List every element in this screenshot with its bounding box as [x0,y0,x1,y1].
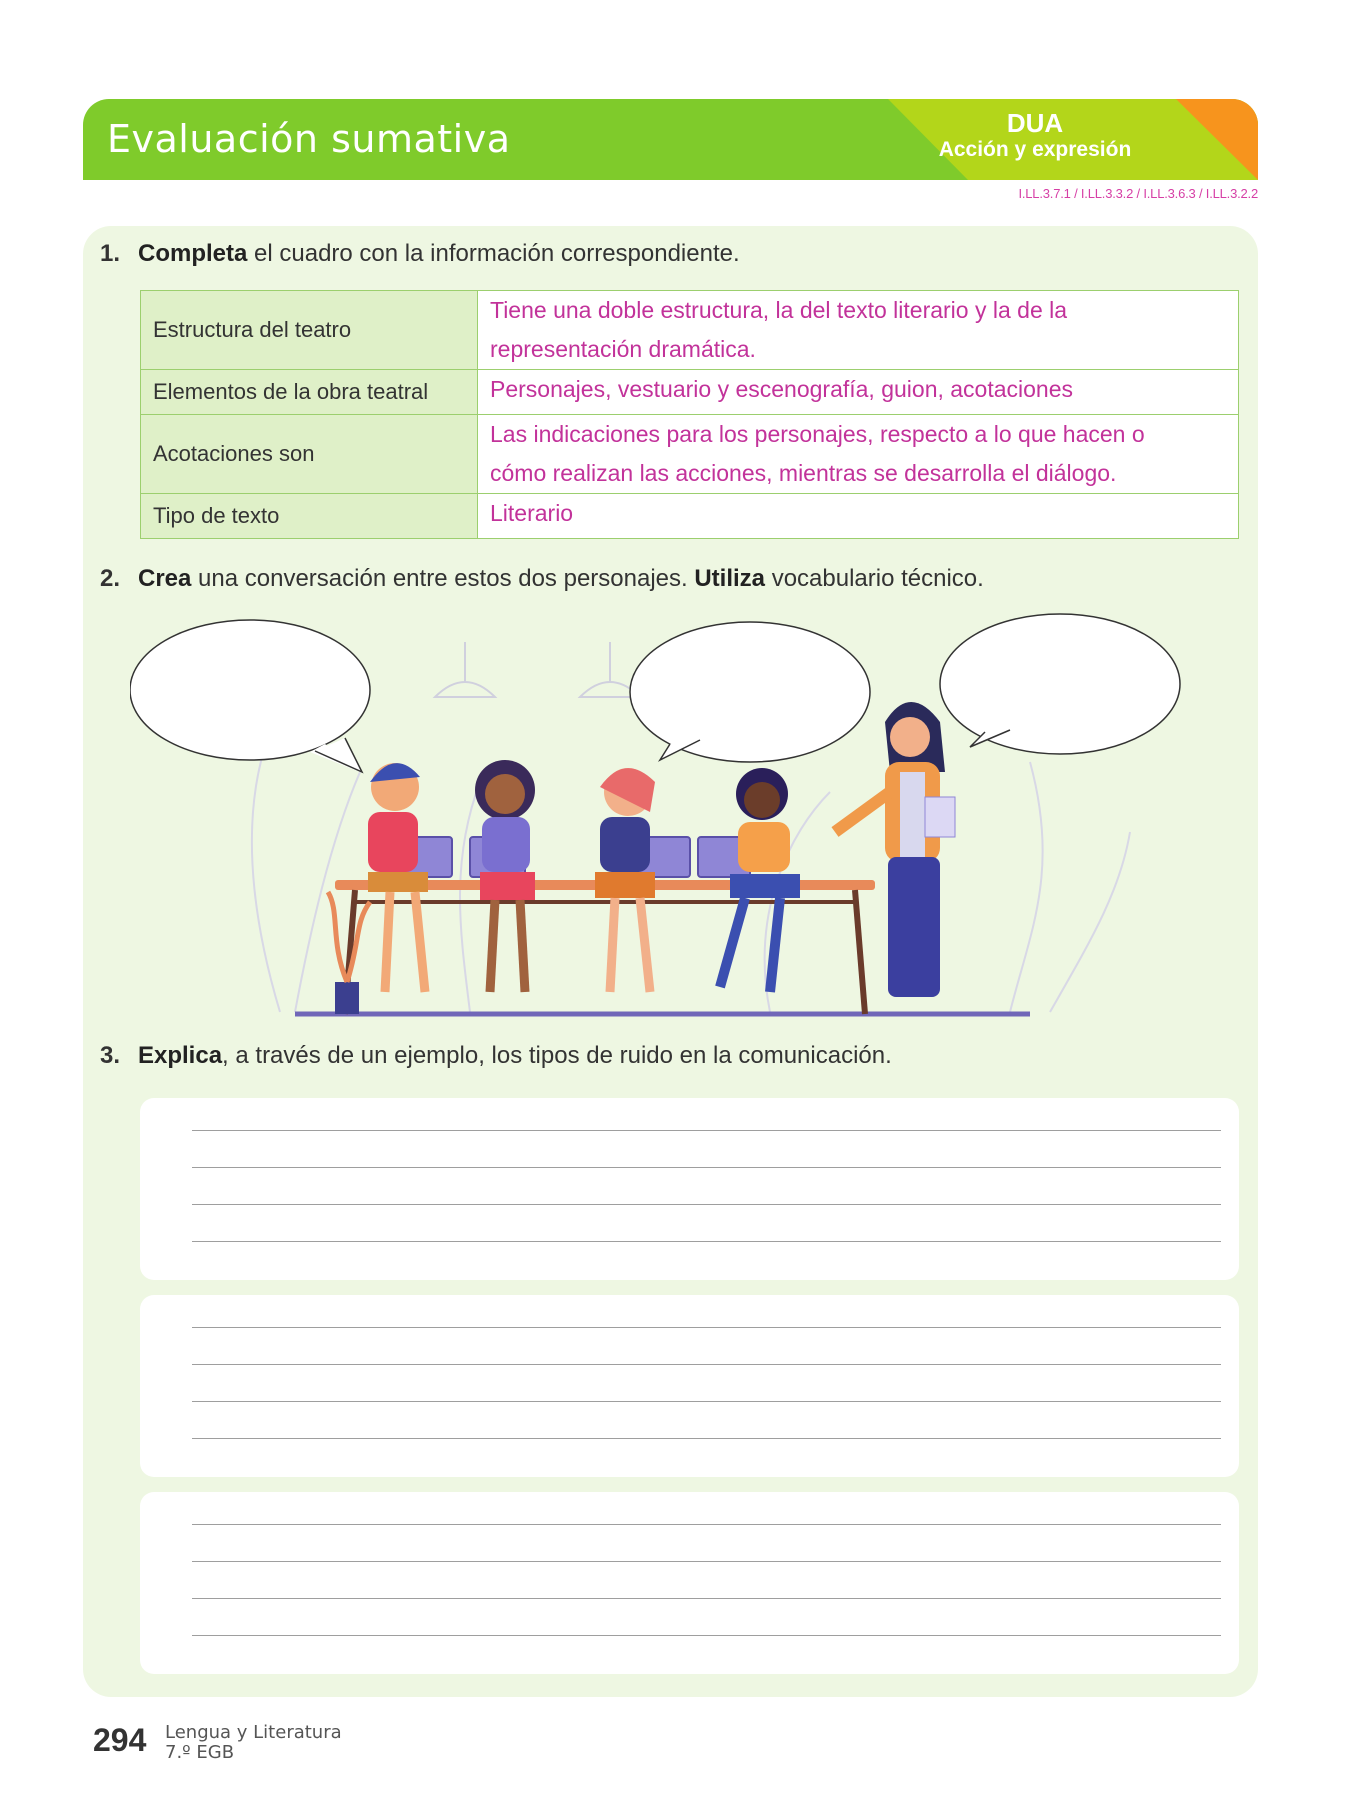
page-number: 294 [93,1722,147,1758]
dua-subtitle: Acción y expresión [938,138,1132,161]
writing-line [192,1167,1221,1168]
answer-box[interactable] [140,1098,1239,1280]
row-answer[interactable] [478,415,1239,494]
student-figure [720,768,800,992]
student-figure [595,768,655,992]
question-text: vocabulario técnico. [765,565,984,592]
question-text: una conversación entre estos dos personajes. [191,565,695,592]
footer-subject [165,1723,342,1763]
table-row [141,415,1239,494]
table-row [141,291,1239,370]
question-1 [100,240,740,268]
row-label: Tipo de texto [141,494,478,539]
writing-line [192,1438,1221,1439]
subject-label: Lengua y Literatura [165,1722,342,1743]
answer-line: Tiene una doble estructura, la del texto literario y la de la [490,297,1068,323]
question-number: 3. [100,1042,121,1069]
question-3 [100,1042,892,1070]
row-answer[interactable] [478,291,1239,370]
dua-title: DUA [1006,108,1064,138]
classroom-illustration [130,612,1190,1024]
writing-line [192,1401,1221,1402]
writing-line [192,1364,1221,1365]
question-verb: Completa [138,240,248,267]
writing-line [192,1635,1221,1636]
table-row [141,494,1239,539]
question-verb: Explica [138,1042,223,1069]
row-label: Elementos de la obra teatral [141,370,478,415]
speech-bubble-icon [130,614,1180,772]
answer-line: cómo realizan las acciones, mientras se desarrolla el diálogo. [490,460,1117,486]
writing-line [192,1598,1221,1599]
theatre-table [140,290,1239,539]
writing-line [192,1561,1221,1562]
row-answer[interactable] [478,494,1239,539]
lamp-icon [435,642,640,697]
question-number: 1. [100,240,121,267]
grade-label: 7.º EGB [165,1742,235,1763]
table-row [141,370,1239,415]
writing-line [192,1524,1221,1525]
answer-box[interactable] [140,1295,1239,1477]
question-number: 2. [100,565,121,592]
writing-line [192,1130,1221,1131]
writing-line [192,1327,1221,1328]
page-title: Evaluación sumativa [107,117,511,161]
laptop-icon [400,837,750,877]
answer-line: Personajes, vestuario y escenografía, guion, acotaciones [490,376,1074,402]
row-label: Acotaciones son [141,415,478,494]
answer-line: representación dramática. [490,336,756,362]
question-2 [100,565,984,593]
header-banner [83,99,1258,180]
dua-badge [888,99,1258,180]
question-text: , a través de un ejemplo, los tipos de ruido en la comunicación. [222,1042,892,1069]
question-verb: Crea [138,565,192,592]
writing-line [192,1204,1221,1205]
indicator-codes: I.LL.3.7.1 / I.LL.3.3.2 / I.LL.3.6.3 / I.LL.3.2.2 [1018,186,1258,201]
teacher-figure [835,702,955,997]
answer-line: Las indicaciones para los personajes, respecto a lo que hacen o [490,421,1145,447]
answer-box[interactable] [140,1492,1239,1674]
answer-line: Literario [490,500,574,526]
student-figure [368,763,428,992]
question-text: el cuadro con la información correspondiente. [247,240,740,267]
question-verb: Utiliza [694,565,766,592]
student-figure [475,760,535,992]
row-label: Estructura del teatro [141,291,478,370]
row-answer[interactable] [478,370,1239,415]
writing-line [192,1241,1221,1242]
